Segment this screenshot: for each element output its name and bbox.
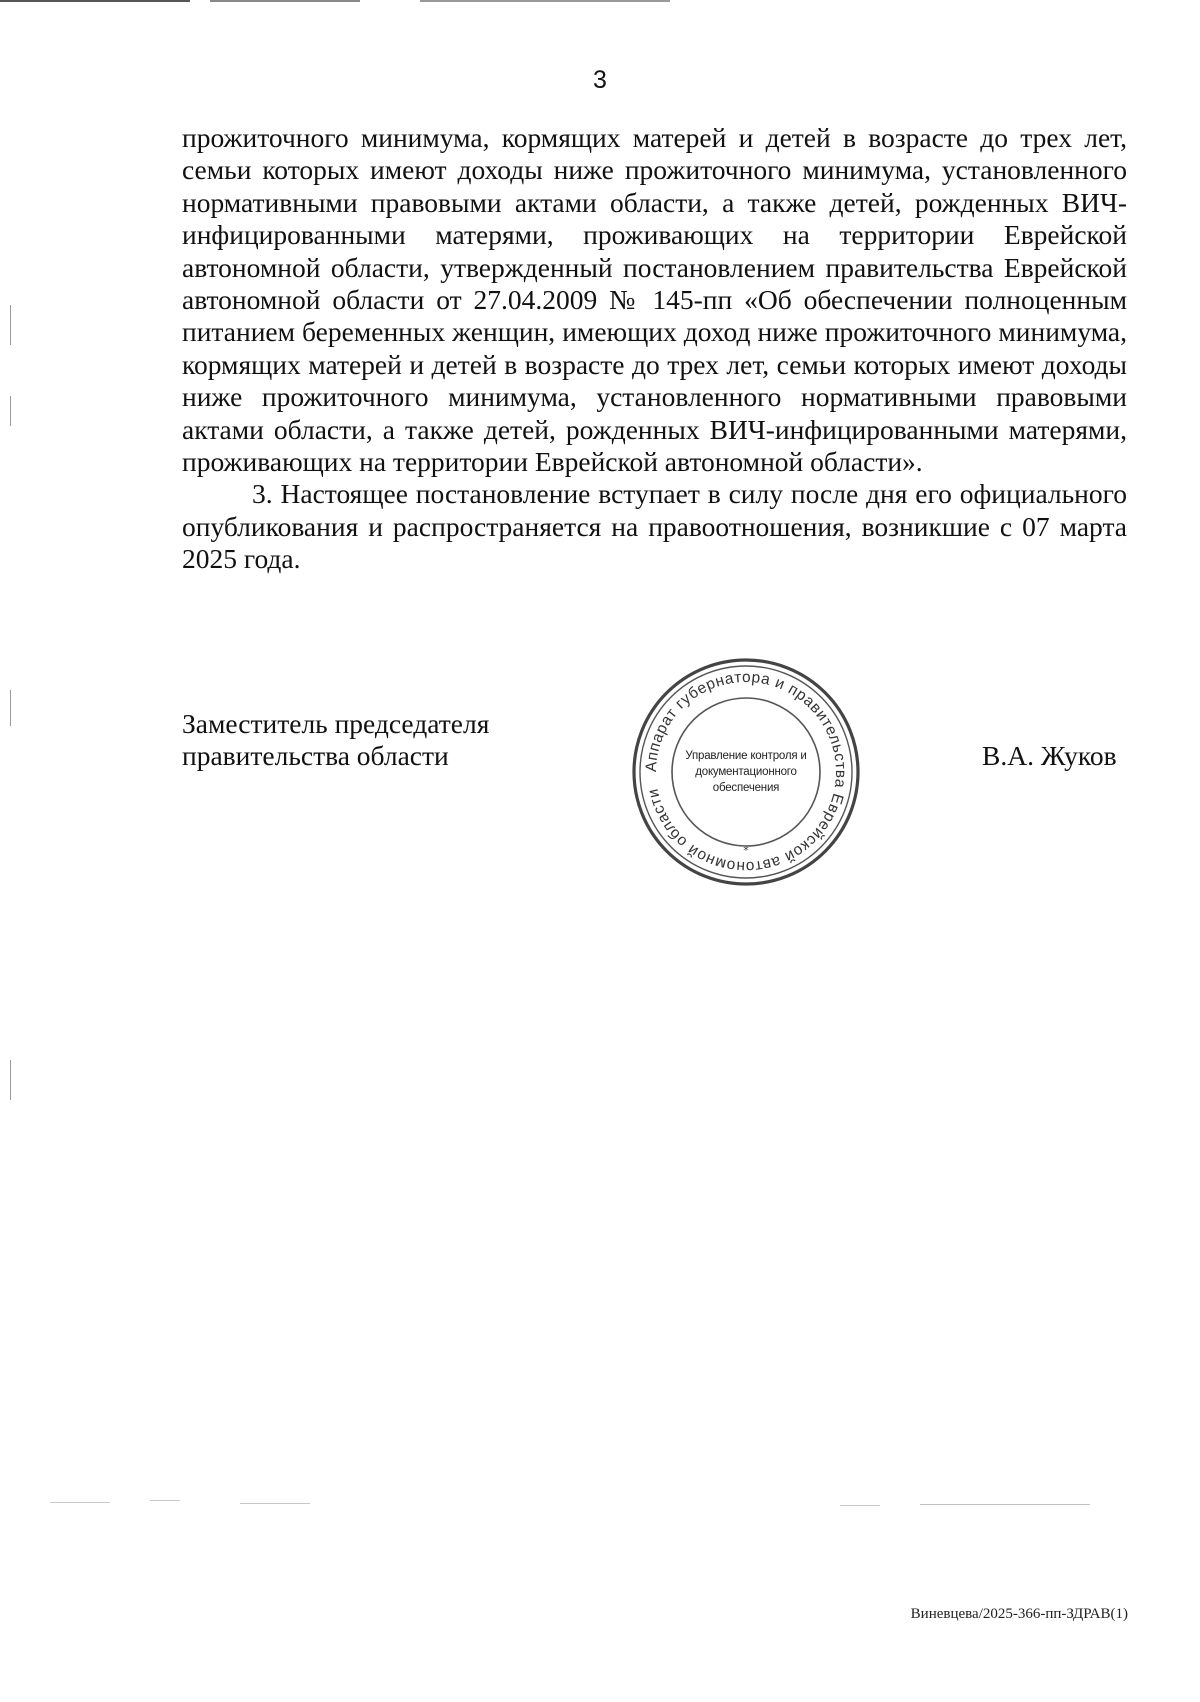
body-paragraph: прожиточного минимума, кормящих матерей и детей в возрасте до трех лет, семьи которых имеют доходы ниже прожиточного минимума, установленного нормативными правовыми актами области, а также детей, рожденных ВИЧ-инфицированными матерями, проживающих на территории Еврейской автономной области, утвержденный постановлением правительства Еврейской автономной области от 27.04.2009 № 145-пп «Об обеспечении полноценным питанием беременных женщин, имеющих доход ниже прожиточного минимума, кормящих матерей и детей в возрасте до трех лет, семьи которых имеют доходы ниже прожиточного минимума, установленного нормативными правовыми актами области, а также детей, рожденных ВИЧ-инфицированными матерями, проживающих на территории Еврейской автономной области». [182, 122, 1127, 478]
document-code: Виневцева/2025-366-пп-ЗДРАВ(1) [910, 1606, 1128, 1622]
signatory-position-line: Заместитель председателя [182, 708, 490, 739]
scan-noise [920, 1504, 1090, 1505]
scan-mark [10, 396, 11, 426]
scan-mark [10, 690, 11, 726]
scan-mark [10, 1060, 11, 1100]
signatory-name: В.А. Жуков [982, 740, 1117, 771]
scan-noise [150, 1500, 180, 1501]
scan-noise [840, 1505, 880, 1506]
stamp-ring-text: Аппарат губернатора и правительства Еврейской автономной области [642, 668, 850, 876]
stamp-star-icon: * [743, 844, 749, 857]
body-paragraph: 3. Настоящее постановление вступает в силу после дня его официального опубликования и распространяется на правоотношения, возникшие с 07 марта 2025 года. [182, 478, 1127, 575]
document-body [182, 122, 1127, 576]
stamp-center-line: документационного [695, 766, 797, 778]
signatory-position [182, 708, 489, 772]
scan-edge-line [0, 0, 190, 2]
scan-edge-line [210, 0, 360, 2]
stamp-center-line: Управление контроля и [685, 750, 807, 762]
page-number: 3 [593, 66, 607, 94]
scan-mark [10, 305, 11, 345]
stamp-center-line: обеспечения [712, 782, 780, 794]
scan-edge-line [420, 0, 670, 2]
stamp-center-text [668, 748, 824, 796]
scan-noise [240, 1503, 310, 1504]
scan-noise [50, 1502, 110, 1503]
signatory-position-line: правительства области [182, 740, 449, 771]
